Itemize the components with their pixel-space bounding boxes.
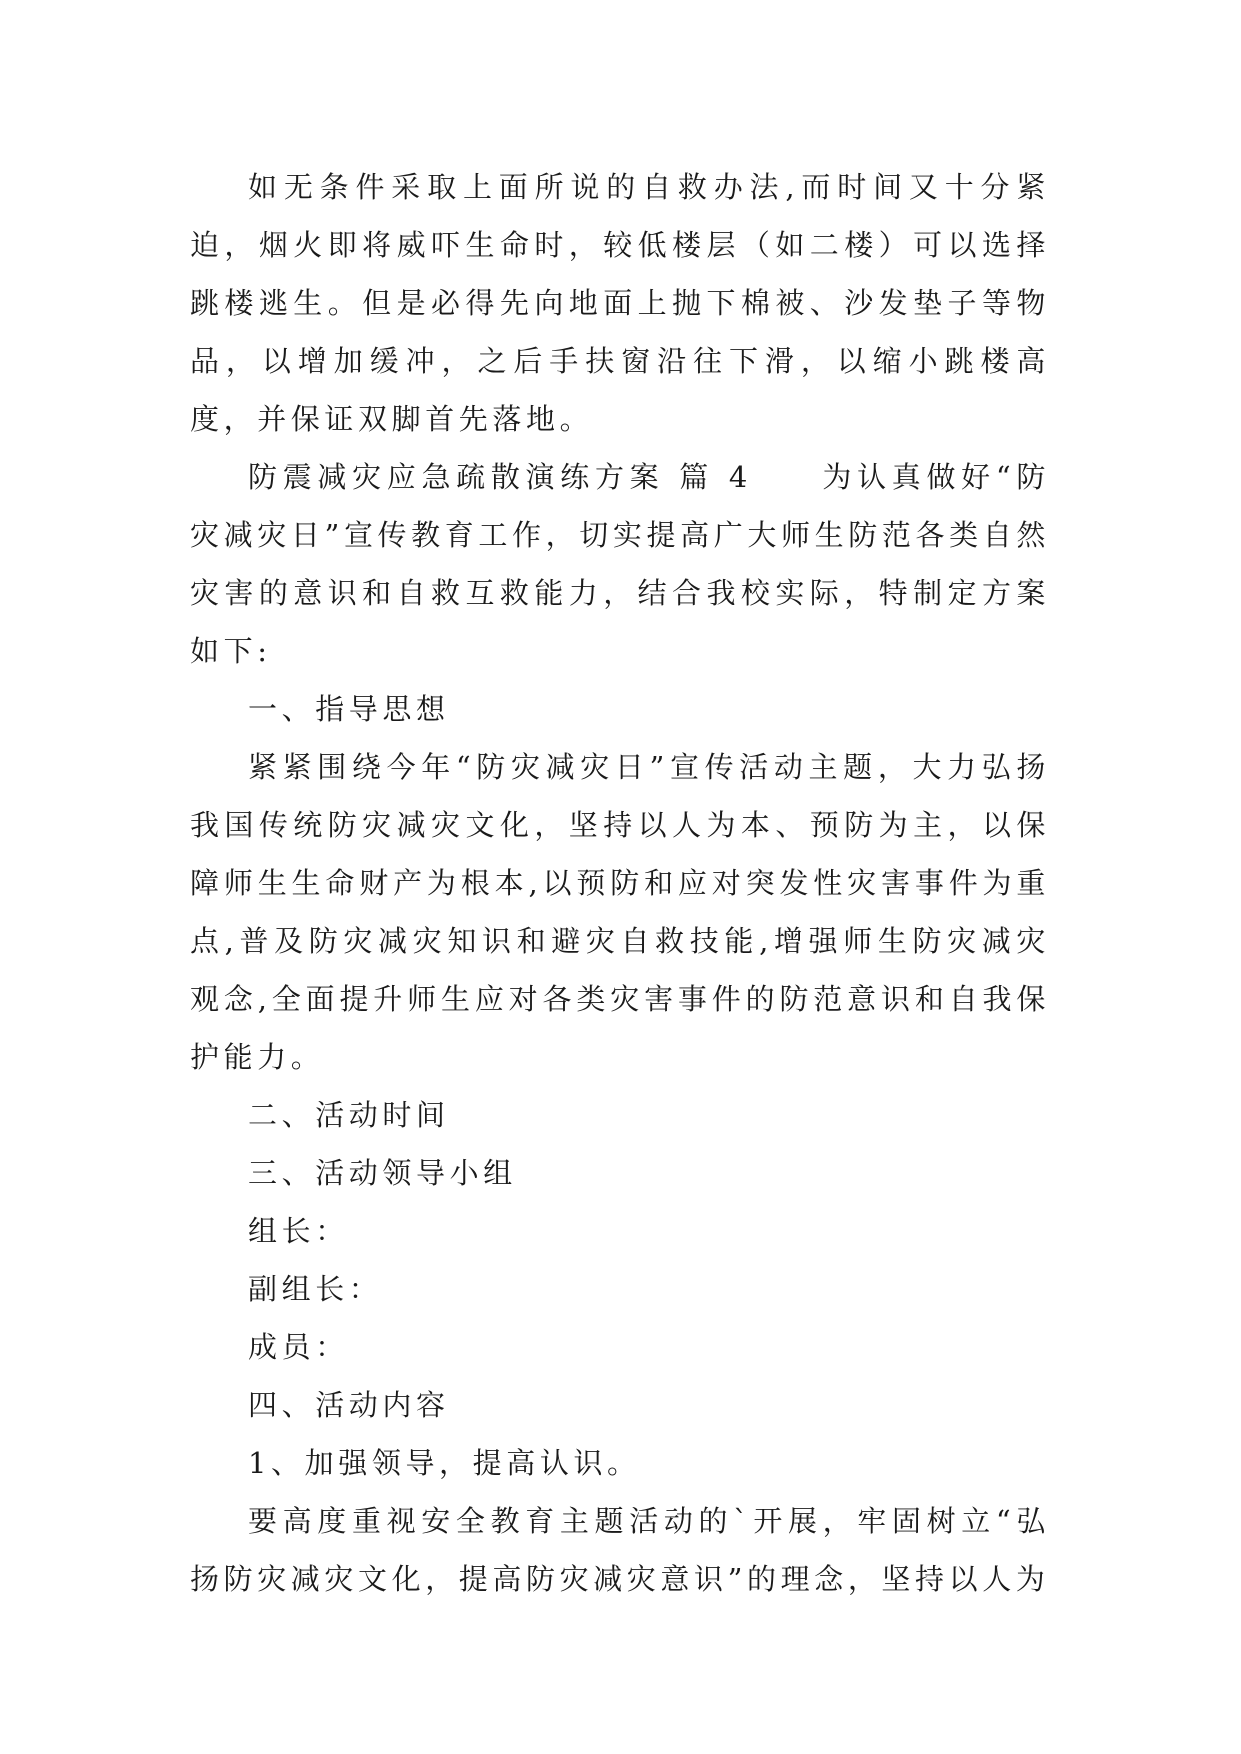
paragraph-guiding-thought: 紧紧围绕今年“防灾减灾日”宣传活动主题，大力弘扬我国传统防灾减灾文化，坚持以人为本、预防为主，以保障师生生命财产为根本,以预防和应对突发性灾害事件为重点,普及防灾减灾知识和避灾自救技能,增强师生防灾减灾观念,全面提升师生应对各类灾害事件的防范意识和自我保护能力。 [190, 750, 1050, 1074]
paragraph-self-rescue: 如无条件采取上面所说的自救办法,而时间又十分紧迫，烟火即将威吓生命时，较低楼层（如二楼）可以选择跳楼逃生。但是必得先向地面上抛下棉被、沙发垫子等物品，以增加缓冲，之后手扶窗沿往下滑，以缩小跳楼高度，并保证双脚首先落地。 [190, 170, 1050, 436]
members-field: 成员： [248, 1330, 349, 1364]
section-heading-guiding-thought: 一、指导思想 [248, 692, 450, 726]
section-heading-activity-time: 二、活动时间 [248, 1098, 450, 1132]
section-heading-activity-content: 四、活动内容 [248, 1388, 450, 1422]
subheading-strengthen-leadership: 1、加强领导，提高认识。 [248, 1446, 641, 1480]
leader-field: 组长： [248, 1214, 349, 1248]
deputy-leader-field: 副组长： [248, 1272, 383, 1306]
paragraph-plan-intro: 防震减灾应急疏散演练方案 篇 4 为认真做好“防灾减灾日”宣传教育工作，切实提高广大师生防范各类自然灾害的意识和自救互救能力，结合我校实际，特制定方案如下: [190, 460, 1050, 668]
paragraph-attention: 要高度重视安全教育主题活动的`开展，牢固树立“弘扬防灾减灾文化，提高防灾减灾意识”的理念，坚持以人为 [190, 1504, 1050, 1596]
document-body [190, 158, 1050, 1608]
section-heading-leadership-group: 三、活动领导小组 [248, 1156, 517, 1190]
